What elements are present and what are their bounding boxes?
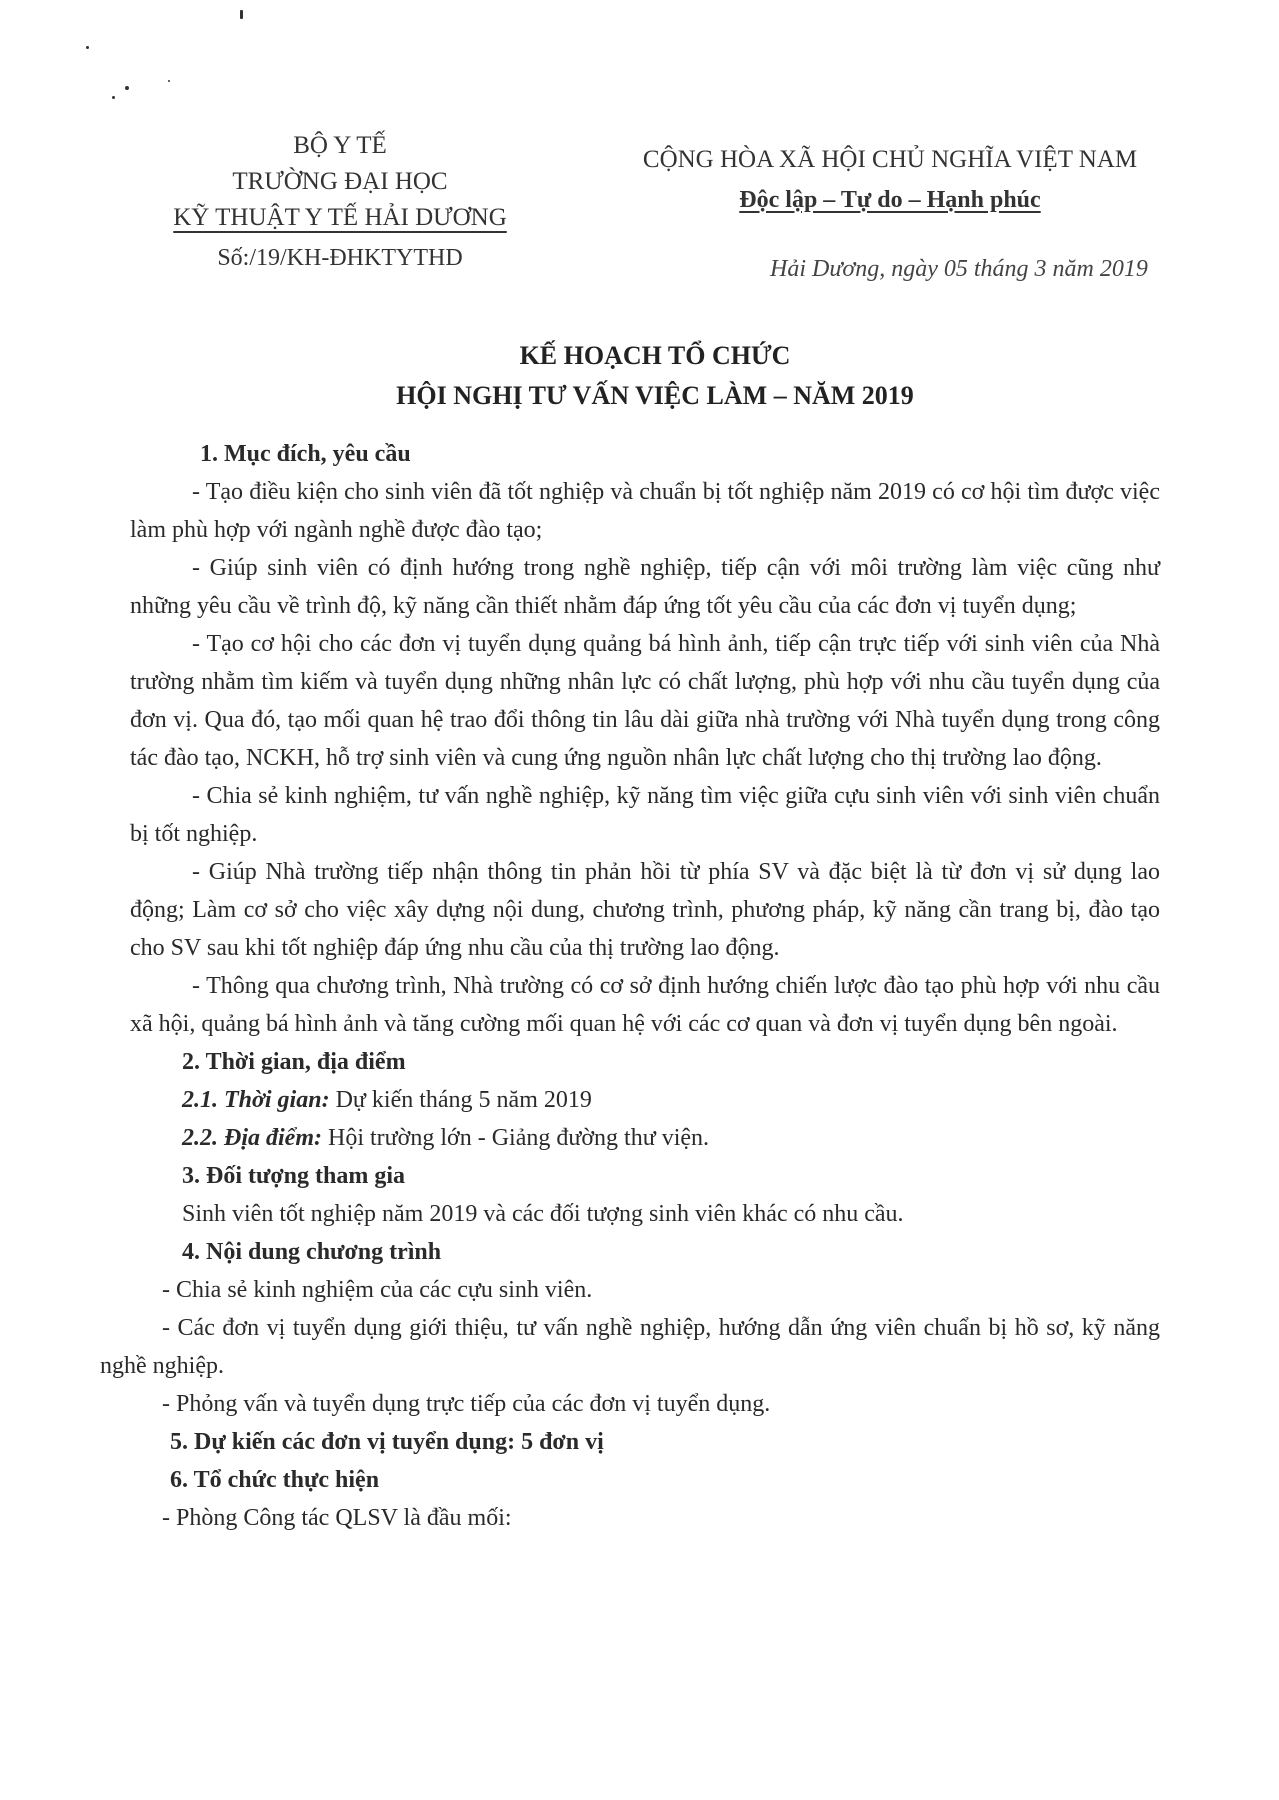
scan-speck (168, 80, 170, 82)
document-body (100, 435, 1160, 1537)
subsection-label: 2.2. Địa điểm: (182, 1125, 322, 1151)
document-title (150, 336, 1160, 416)
list-item: - Phỏng vấn và tuyển dụng trực tiếp của các đơn vị tuyển dụng. (162, 1391, 771, 1417)
school-name-line2: KỸ THUẬT Y TẾ HẢI DƯƠNG (173, 204, 507, 231)
scan-speck (86, 46, 89, 49)
paragraph: Sinh viên tốt nghiệp năm 2019 và các đối tượng sinh viên khác có nhu cầu. (182, 1201, 904, 1227)
list-item: - Phòng Công tác QLSV là đầu mối: (162, 1505, 512, 1531)
title-line-2: HỘI NGHỊ TƯ VẤN VIỆC LÀM – NĂM 2019 (396, 381, 914, 410)
subsection-label: 2.1. Thời gian: (182, 1087, 330, 1113)
list-item: - Chia sẻ kinh nghiệm của các cựu sinh viên. (162, 1277, 593, 1303)
section-heading: 6. Tổ chức thực hiện (170, 1467, 380, 1493)
scan-speck (240, 10, 243, 19)
section-heading: 4. Nội dung chương trình (182, 1239, 442, 1265)
paragraph: - Giúp Nhà trường tiếp nhận thông tin phản hồi từ phía SV và đặc biệt là từ đơn vị sử dụng lao động; Làm cơ sở cho việc xây dựng nội dung, chương trình, phương pháp, kỹ năng cần trang bị, đào tạo cho SV sau khi tốt nghiệp đáp ứng nhu cầu của thị trường lao động. (130, 859, 1160, 961)
subsection-time (130, 1081, 1160, 1119)
issuer-block (140, 128, 540, 276)
paragraph: - Chia sẻ kinh nghiệm, tư vấn nghề nghiệp, kỹ năng tìm việc giữa cựu sinh viên với sinh viên chuẩn bị tốt nghiệp. (130, 783, 1160, 847)
title-line-1: KẾ HOẠCH TỔ CHỨC (519, 341, 791, 370)
national-motto: Độc lập – Tự do – Hạnh phúc (739, 187, 1041, 213)
school-name-line1: TRƯỜNG ĐẠI HỌC (232, 168, 448, 195)
document-number: Số:/19/KH-ĐHKTYTHD (217, 245, 463, 271)
paragraph: - Thông qua chương trình, Nhà trường có cơ sở định hướng chiến lược đào tạo phù hợp với nhu cầu xã hội, quảng bá hình ảnh và tăng cường mối quan hệ với các cơ quan và đơn vị tuyển dụng bên ngoài. (130, 973, 1160, 1037)
scan-speck (112, 96, 115, 99)
subsection-text: Dự kiến tháng 5 năm 2019 (329, 1087, 592, 1113)
scan-speck (125, 86, 129, 90)
paragraph: - Giúp sinh viên có định hướng trong nghề nghiệp, tiếp cận với môi trường làm việc cũng như những yêu cầu về trình độ, kỹ năng cần thiết nhằm đáp ứng tốt yêu cầu của các đơn vị tuyển dụng; (130, 555, 1160, 619)
subsection-text: Hội trường lớn - Giảng đường thư viện. (321, 1125, 710, 1151)
place-and-date: Hải Dương, ngày 05 tháng 3 năm 2019 (770, 256, 1148, 282)
section-heading: 5. Dự kiến các đơn vị tuyển dụng: 5 đơn vị (170, 1429, 604, 1455)
section-heading: 3. Đối tượng tham gia (182, 1163, 406, 1189)
nation-block (590, 140, 1190, 220)
list-item: - Các đơn vị tuyển dụng giới thiệu, tư vấn nghề nghiệp, hướng dẫn ứng viên chuẩn bị hồ sơ, kỹ năng nghề nghiệp. (100, 1315, 1160, 1379)
paragraph: - Tạo điều kiện cho sinh viên đã tốt nghiệp và chuẩn bị tốt nghiệp năm 2019 có cơ hội tìm được việc làm phù hợp với ngành nghề được đào tạo; (130, 479, 1160, 543)
subsection-venue (130, 1119, 1160, 1157)
ministry-name: BỘ Y TẾ (293, 132, 387, 159)
nation-name: CỘNG HÒA XÃ HỘI CHỦ NGHĨA VIỆT NAM (642, 146, 1138, 173)
section-heading: 2. Thời gian, địa điểm (182, 1049, 406, 1075)
section-heading: 1. Mục đích, yêu cầu (200, 441, 411, 467)
paragraph: - Tạo cơ hội cho các đơn vị tuyển dụng quảng bá hình ảnh, tiếp cận trực tiếp với sinh viên của Nhà trường nhằm tìm kiếm và tuyển dụng những nhân lực có chất lượng, phù hợp với nhu cầu tuyển dụng của đơn vị. Qua đó, tạo mối quan hệ trao đổi thông tin lâu dài giữa nhà trường với Nhà tuyển dụng trong công tác đào tạo, NCKH, hỗ trợ sinh viên và cung ứng nguồn nhân lực chất lượng cho thị trường lao động. (130, 631, 1160, 771)
